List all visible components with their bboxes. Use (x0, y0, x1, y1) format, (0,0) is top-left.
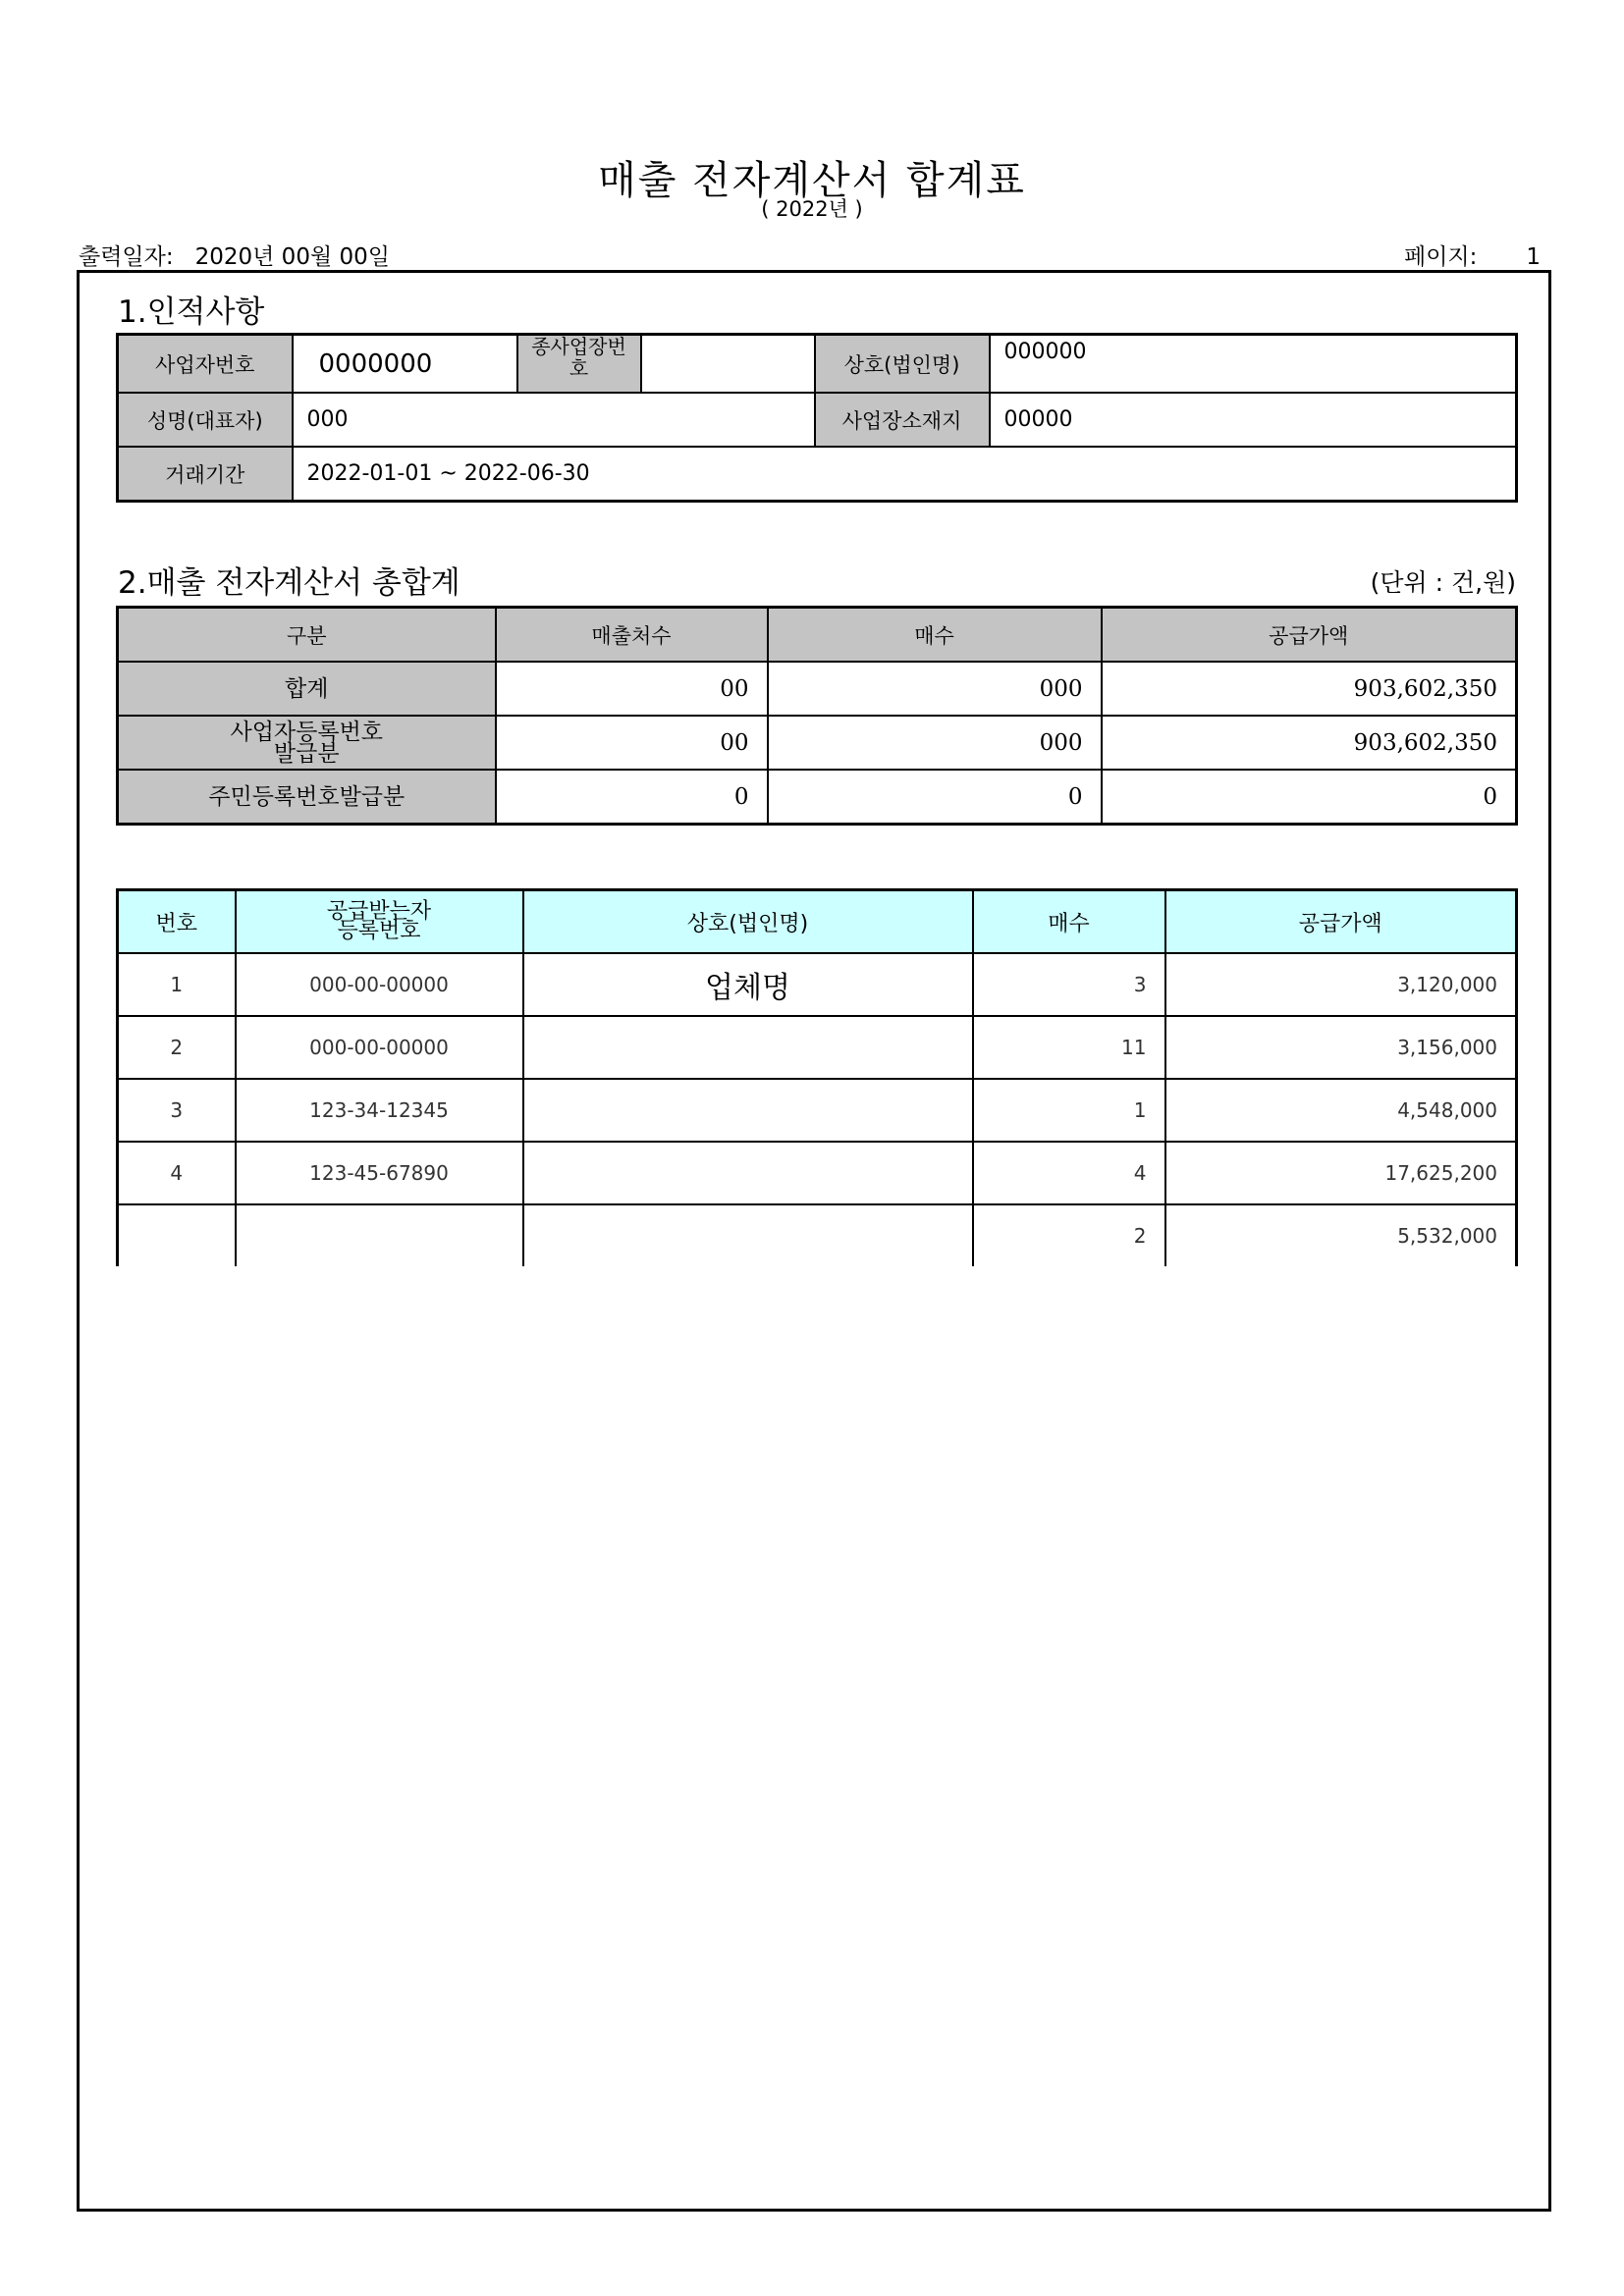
detail-header-sheets: 매수 (973, 890, 1165, 954)
summary-amount: 903,602,350 (1102, 716, 1517, 770)
biz-no-label: 사업자번호 (118, 335, 293, 394)
summary-customers: 00 (496, 716, 768, 770)
row-amount: 3,120,000 (1165, 953, 1517, 1016)
summary-amount: 903,602,350 (1102, 662, 1517, 716)
document-title: 매출 전자계산서 합계표 (598, 158, 1026, 203)
row-amount: 17,625,200 (1165, 1142, 1517, 1204)
address-label: 사업장소재지 (815, 393, 990, 447)
summary-row-label: 주민등록번호발급분 (118, 770, 496, 825)
detail-header-amount: 공급가액 (1165, 890, 1517, 954)
row-amount: 5,532,000 (1165, 1204, 1517, 1266)
biz-no-value: 0000000 (293, 335, 517, 394)
row-company: 업체명 (523, 953, 973, 1016)
detail-header-company: 상호(법인명) (523, 890, 973, 954)
detail-table (116, 888, 1518, 1266)
summary-sheets: 0 (768, 770, 1102, 825)
print-date-label: 출력일자: (79, 244, 174, 270)
summary-row-label (118, 716, 496, 770)
section1-title: 1.인적사항 (118, 294, 265, 330)
summary-row-total (118, 662, 1517, 716)
detail-header-reg-b: 등록번호 (337, 919, 421, 943)
row-company (523, 1204, 973, 1266)
print-date (79, 239, 390, 271)
row-amount: 3,156,000 (1165, 1016, 1517, 1079)
summary-amount: 0 (1102, 770, 1517, 825)
table-row (118, 953, 1517, 1016)
summary-row-biz (118, 716, 1517, 770)
summary-header-amount: 공급가액 (1102, 608, 1517, 663)
row-reg-no: 123-34-12345 (236, 1079, 523, 1142)
sub-biz-label-b: 호 (568, 356, 589, 380)
summary-customers: 00 (496, 662, 768, 716)
summary-header-customers: 매출처수 (496, 608, 768, 663)
row-sheets: 3 (973, 953, 1165, 1016)
detail-header-no: 번호 (118, 890, 236, 954)
period-label: 거래기간 (118, 447, 293, 502)
document-subtitle: ( 2022년 ) (761, 197, 863, 221)
unit-label: (단위 : 건,원) (1370, 568, 1516, 597)
summary-row-resident (118, 770, 1517, 825)
company-value: 000000 (990, 335, 1517, 394)
name-label: 성명(대표자) (118, 393, 293, 447)
row-company (523, 1016, 973, 1079)
summary-table (116, 606, 1518, 826)
sub-biz-label (517, 335, 641, 394)
row-no: 2 (118, 1016, 236, 1079)
row-amount: 4,548,000 (1165, 1079, 1517, 1142)
row-reg-no: 000-00-00000 (236, 1016, 523, 1079)
summary-row-label-b: 발급분 (273, 740, 340, 767)
section2-title: 2.매출 전자계산서 총합계 (118, 565, 460, 601)
row-no: 1 (118, 953, 236, 1016)
row-sheets: 2 (973, 1204, 1165, 1266)
table-row (118, 1142, 1517, 1204)
page-number-value: 1 (1526, 244, 1542, 270)
summary-row-label-a: 사업자등록번호 (230, 719, 384, 745)
page-number-label: 페이지: (1404, 244, 1478, 270)
address-value: 00000 (990, 393, 1517, 447)
row-no: 3 (118, 1079, 236, 1142)
summary-header-sheets: 매수 (768, 608, 1102, 663)
identity-table (116, 333, 1518, 503)
table-row (118, 1204, 1517, 1266)
summary-sheets: 000 (768, 662, 1102, 716)
row-company (523, 1142, 973, 1204)
summary-customers: 0 (496, 770, 768, 825)
sub-biz-value (641, 335, 815, 394)
row-sheets: 11 (973, 1016, 1165, 1079)
period-value: 2022-01-01 ~ 2022-06-30 (293, 447, 1517, 502)
row-sheets: 4 (973, 1142, 1165, 1204)
row-company (523, 1079, 973, 1142)
row-reg-no (236, 1204, 523, 1266)
sub-biz-label-a: 종사업장번 (531, 335, 626, 358)
row-reg-no: 000-00-00000 (236, 953, 523, 1016)
summary-row-label: 합계 (118, 662, 496, 716)
row-no: 4 (118, 1142, 236, 1204)
row-reg-no: 123-45-67890 (236, 1142, 523, 1204)
table-row (118, 1079, 1517, 1142)
row-no (118, 1204, 236, 1266)
table-row (118, 1016, 1517, 1079)
detail-header-reg (236, 890, 523, 954)
summary-sheets: 000 (768, 716, 1102, 770)
print-date-value: 2020년 00월 00일 (194, 244, 390, 270)
page-number (1404, 239, 1541, 271)
name-value: 000 (293, 393, 815, 447)
summary-header-category: 구분 (118, 608, 496, 663)
row-sheets: 1 (973, 1079, 1165, 1142)
detail-header-reg-a: 공급받는자 (326, 899, 432, 924)
company-label: 상호(법인명) (815, 335, 990, 394)
